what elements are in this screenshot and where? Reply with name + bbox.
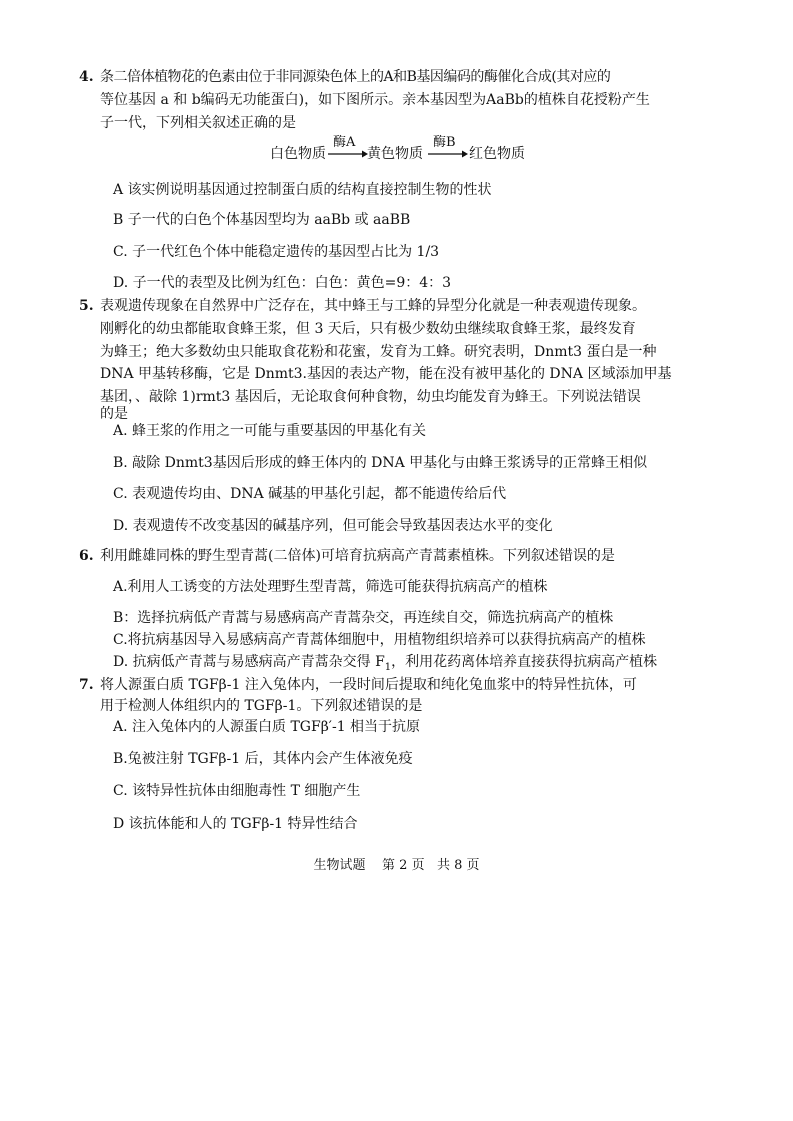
enzyme-b-label: 酶B [433, 135, 456, 150]
q7-option-b: B.兔被注射 TGFβ-1 后，其体内会产生体液免疫 [113, 751, 413, 767]
q6-option-d-subscript: 1 [384, 661, 392, 673]
q5-option-a: A. 蜂王浆的作用之一可能与重要基因的甲基化有关 [113, 423, 427, 439]
q7-stem-line-2: 用于检测人体组织内的 TGFβ-1。下列叙述错误的是 [100, 698, 423, 714]
q4-stem-line-1: 条二倍体植物花的色素由位于非同源染色体上的A和B基因编码的酶催化合成(其对应的 [100, 69, 611, 85]
q5-stem-line-6: 的是 [100, 406, 128, 422]
q6-option-d-text: D. 抗病低产青蒿与易感病高产青蒿杂交得 F [113, 654, 385, 670]
q5-stem-line-5: 基团，、敲除 1)rmt3 基因后，无论取食何种食物，幼虫均能发育为蜂王。下列说法错误 [100, 389, 641, 405]
q7-stem-line-1: 将人源蛋白质 TGFβ-1 注入兔体内，一段时间后提取和纯化兔血浆中的特异性抗体，可 [100, 677, 637, 693]
arrow-icon [328, 150, 368, 158]
q4-stem-line-3: 子一代，下列相关叙述正确的是 [100, 115, 296, 131]
q6-option-a: A.利用人工诱变的方法处理野生型青蒿，筛选可能获得抗病高产的植株 [113, 579, 548, 595]
q7-option-c: C. 该特异性抗体由细胞毒性 T 细胞产生 [113, 783, 361, 799]
q5-stem-line-2: 刚孵化的幼虫都能取食蜂王浆，但 3 天后，只有极少数幼虫继续取食蜂王浆，最终发育 [100, 321, 636, 337]
q5-option-b: B. 敲除 Dnmt3基因后形成的蜂王体内的 DNA 甲基化与由蜂王浆诱导的正常蜂王相似 [113, 455, 648, 471]
q4-number: 4. [79, 69, 94, 85]
page-footer: 生物试题 第 2 页 共 8 页 [313, 858, 480, 873]
enzyme-a-label: 酶A [333, 135, 356, 150]
q5-number: 5. [79, 298, 94, 314]
q6-option-c: C.将抗病基因导入易感病高产青蒿体细胞中，用植物组织培养可以获得抗病高产的植株 [113, 632, 646, 648]
white-substance-label: 白色物质 [270, 146, 326, 162]
q7-number: 7. [79, 677, 94, 693]
q4-option-b: B 子一代的白色个体基因型均为 aaBb 或 aaBB [113, 212, 411, 228]
q6-option-d [113, 653, 657, 677]
arrow-icon [428, 150, 468, 158]
q5-option-c: C. 表观遗传均由、DNA 碱基的甲基化引起，都不能遗传给后代 [113, 486, 507, 502]
q4-stem-line-2: 等位基因 a 和 b编码无功能蛋白)，如下图所示。亲本基因型为AaBb的植株自花授粉产生 [100, 92, 650, 108]
yellow-substance-label: 黄色物质 [367, 146, 423, 162]
q6-option-b: B：选择抗病低产青蒿与易感病高产青蒿杂交，再连续自交，筛选抗病高产的植株 [113, 610, 614, 626]
q4-option-a: A 该实例说明基因通过控制蛋白质的结构直接控制生物的性状 [113, 182, 492, 198]
q5-option-d: D. 表观遗传不改变基因的碱基序列，但可能会导致基因表达水平的变化 [113, 518, 553, 534]
q7-option-d: D 该抗体能和人的 TGFβ-1 特异性结合 [113, 816, 358, 832]
pigment-pathway-diagram [270, 135, 540, 165]
q7-option-a: A. 注入兔体内的人源蛋白质 TGFβ′-1 相当于抗原 [113, 719, 421, 735]
q5-stem-line-1: 表观遗传现象在自然界中广泛存在，其中蜂王与工蜂的异型分化就是一种表观遗传现象。 [100, 298, 646, 314]
red-substance-label: 红色物质 [469, 146, 525, 162]
q4-option-d: D. 子一代的表型及比例为红色：白色：黄色=9：4：3 [113, 275, 452, 291]
q6-stem-line-1: 利用雌雄同株的野生型青蒿(二倍体)可培育抗病高产青蒿素植株。下列叙述错误的是 [100, 548, 615, 564]
q5-stem-line-4: DNA 甲基转移酶，它是 Dnmt3.基因的表达产物，能在没有被甲基化的 DNA 区域添加甲基 [100, 366, 672, 382]
q4-option-c: C. 子一代红色个体中能稳定遗传的基因型占比为 1/3 [113, 244, 440, 260]
q5-stem-line-3: 为蜂王；绝大多数幼虫只能取食花粉和花蜜，发育为工蜂。研究表明，Dnmt3 蛋白是一种 [100, 344, 657, 360]
q6-option-d-text-2: ，利用花药离体培养直接获得抗病高产植株 [391, 654, 658, 670]
q6-number: 6. [79, 548, 94, 564]
